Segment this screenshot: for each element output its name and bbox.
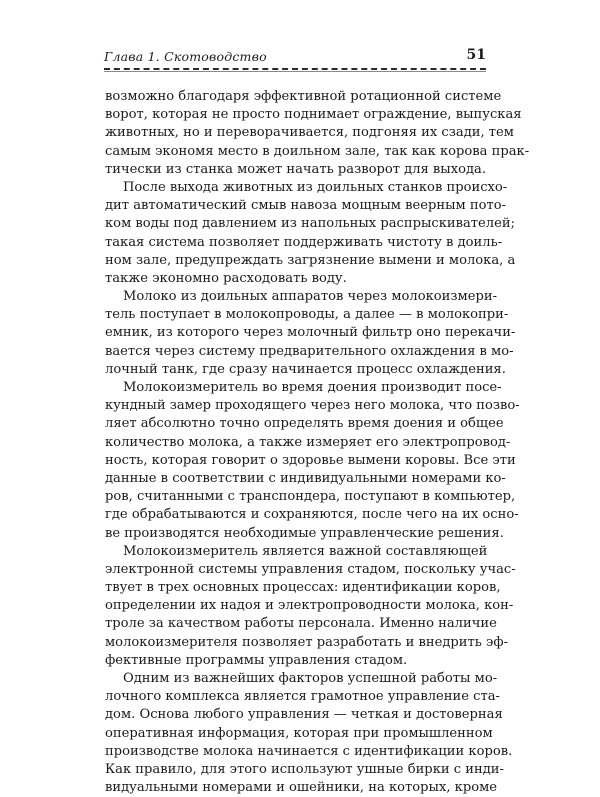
text-line: молокоизмерителя позволяет разработать и внедрить эф- (105, 634, 509, 650)
text-line: самым экономя место в доильном зале, так как корова прак- (105, 143, 530, 159)
text-line: дом. Основа любого управления — четкая и достоверная (105, 707, 503, 723)
text-line: кундный замер проходящего через него молока, что позво- (105, 398, 520, 414)
text-line: животных, но и переворачивается, подгоняя их сзади, тем (105, 125, 514, 141)
text-line: Молокоизмеритель во время доения производит посе- (123, 380, 502, 395)
text-line: дит автоматический смыв навоза мощным веерным пото- (105, 198, 507, 214)
text-line: производстве молока начинается с идентификации коров. (105, 743, 513, 759)
running-header (104, 47, 486, 67)
text-line: такая система позволяет поддерживать чистоту в доиль- (105, 234, 503, 250)
text-line: ность, которая говорит о здоровье вымени коровы. Все эти (105, 452, 516, 468)
text-line: данные в соответствии с индивидуальными номерами ко- (105, 470, 506, 486)
text-line: Как правило, для этого используют ушные бирки с инди- (105, 761, 504, 777)
text-line: лочный танк, где сразу начинается процесс охлаждения. (105, 361, 506, 377)
text-line: фективные программы управления стадом. (105, 652, 408, 668)
page-number: 51 (466, 47, 486, 63)
text-line: также экономно расходовать воду. (105, 270, 347, 286)
text-line: Одним из важнейших факторов успешной работы мо- (123, 671, 498, 686)
chapter-title: Глава 1. Скотоводство (104, 49, 267, 64)
text-line: ве производятся необходимые управленческие решения. (105, 525, 504, 541)
text-line: ров, считанными с транспондера, поступают в компьютер, (105, 489, 516, 505)
text-line: Молокоизмеритель является важной составляющей (123, 543, 488, 559)
text-line: количество молока, а также измеряет его электропровод- (105, 434, 511, 450)
text-line: лочного комплекса является грамотное управление ста- (105, 689, 500, 705)
text-line: ком воды под давлением из напольных распрыскивателей; (105, 216, 515, 232)
text-line: вается через систему предварительного охлаждения в мо- (105, 343, 514, 359)
text-line: тель поступает в молокопроводы, а далее — в молокопри- (105, 307, 509, 323)
text-line: видуальными номерами и ошейники, на которых, кроме (105, 780, 498, 796)
text-line: троле за качеством работы персонала. Именно наличие (105, 616, 497, 632)
text-line: тически из станка может начать разворот для выхода. (105, 161, 487, 177)
body-text (105, 88, 530, 797)
text-line: ляет абсолютно точно определять время доения и общее (105, 416, 504, 432)
text-line: После выхода животных из доильных станков происхо- (123, 179, 508, 195)
text-line: оперативная информация, которая при промышленном (105, 725, 493, 741)
text-line: возможно благодаря эффективной ротационной системе (105, 89, 502, 104)
text-line: электронной системы управления стадом, поскольку учас- (105, 561, 516, 577)
text-line: ном зале, предупреждать загрязнение вымени и молока, а (105, 252, 516, 268)
text-line: твует в трех основных процессах: идентификации коров, (105, 580, 501, 596)
text-line: ворот, которая не просто поднимает ограждение, выпуская (105, 107, 522, 123)
text-line: определении их надоя и электропроводности молока, кон- (105, 598, 514, 614)
text-line: емник, из которого через молочный фильтр оно перекачи- (105, 325, 516, 341)
text-line: где обрабатываются и сохраняются, после чего на их осно- (105, 507, 519, 523)
header-rule (104, 68, 486, 72)
text-line: Молоко из доильных аппаратов через молокоизмери- (123, 289, 497, 305)
